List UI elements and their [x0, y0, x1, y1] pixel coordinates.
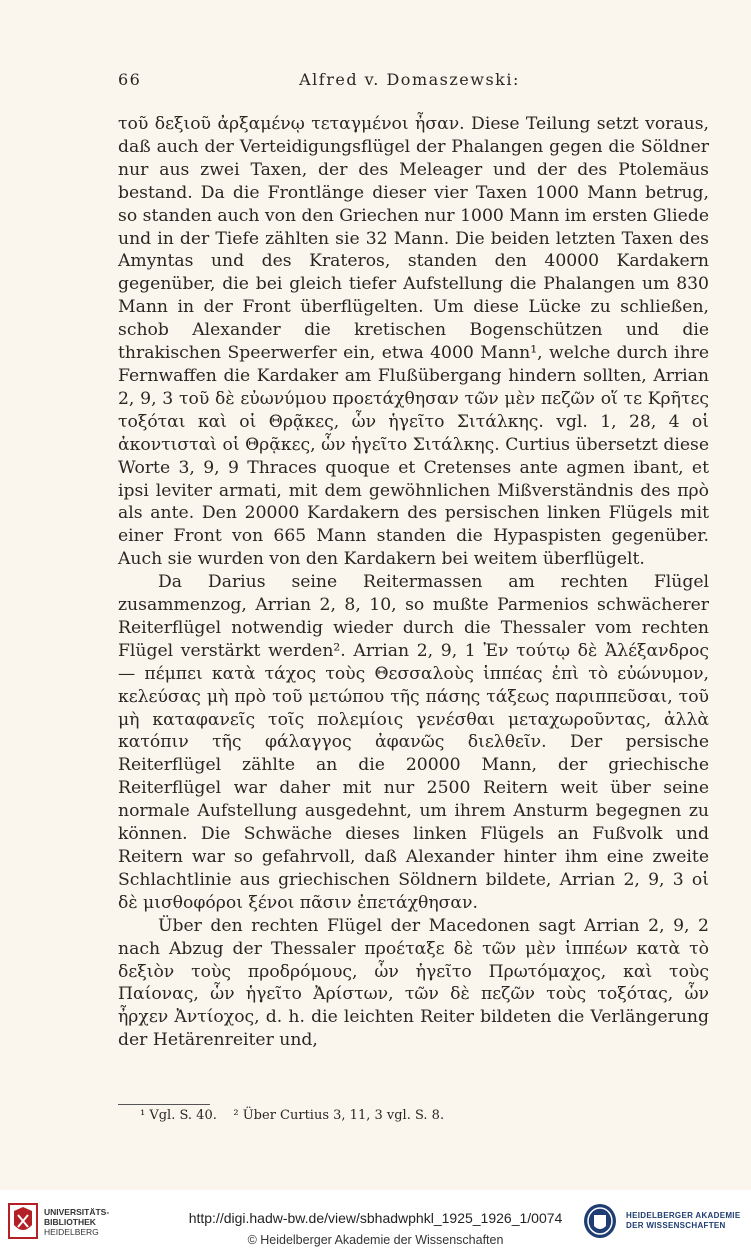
running-title: Alfred v. Domaszewski: — [299, 70, 520, 89]
page-number: 66 — [118, 70, 142, 89]
paragraph-1: τοῦ δεξιοῦ ἀρξαμένῳ τεταγμένοι ἦσαν. Diese Teilung setzt voraus, daß auch der Verteidigungsflügel der Phalangen gegen die Söldner nur aus zwei Taxen, der des Meleager und der des Ptolemäus bestand. Da die Frontlänge dieser vier Taxen 1000 Mann betrug, so standen auch von den Griechen nur 1000 Mann im ersten Gliede und in der Tiefe zählten sie 32 Mann. Die beiden letzten Taxen des Amyntas und des Krateros, standen den 40000 Kardakern gegenüber, die bei gleich tiefer Aufstellung die Phalangen um 830 Mann in der Front überflügelten. Um diese Lücke zu schließen, schob Alexander die kretischen Bogenschützen und die thrakischen Speerwerfer ein, etwa 4000 Mann¹, welche durch ihre Fernwaffen die Kardaker am Flußübergang hindern sollten, Arrian 2, 9, 3 τοῦ δὲ εὐωνύμου προετάχθησαν τῶν μὲν πεζῶν οἵ τε Κρῆτες τοξόται καὶ οἱ Θρᾷκες, ὧν ἡγεῖτο Σιτάλκης. vgl. 1, 28, 4 οἱ ἀκοντισταὶ οἱ Θρᾷκες, ὧν ἡγεῖτο Σιτάλκης. Curtius übersetzt diese Worte 3, 9, 9 Thraces quoque et Cretenses ante agmen ibant, et ipsi leviter armati, mit dem gewöhnlichen Mißverständnis des πρὸ als ante. Den 20000 Kardakern des persischen linken Flügels mit einer Front von 665 Mann standen die Hypaspisten gegenüber. Auch sie wurden von den Kardakern bei weitem überflügelt. — [118, 114, 709, 570]
footnote-rule — [118, 1104, 210, 1105]
permalink-url[interactable]: http://digi.hadw-bw.de/view/sbhadwphkl_1925_1926_1/0074 — [188, 1210, 563, 1226]
academy-seal-icon — [582, 1202, 618, 1240]
academy-label: HEIDELBERGER AKADEMIE DER WISSENSCHAFTEN — [626, 1211, 741, 1230]
university-library-label: UNIVERSITÄTS- BIBLIOTHEK HEIDELBERG — [44, 1207, 110, 1237]
footnotes: ¹ Vgl. S. 40. ² Über Curtius 3, 11, 3 vgl. S. 8. — [140, 1108, 445, 1123]
copyright-notice: © Heidelberger Akademie der Wissenschaften — [247, 1233, 504, 1247]
paragraph-2: Da Darius seine Reitermassen am rechten Flügel zusammenzog, Arrian 2, 8, 10, so mußte Parmenios schwächerer Reiterflügel notwendig wieder durch die Thessaler vom rechten Flügel verstärkt werden². Arrian 2, 9, 1 Ἐν τούτῳ δὲ Ἀλέξανδρος — πέμπει κατὰ τάχος τοὺς Θεσσαλοὺς ἱππέας ἐπὶ τὸ εὐώνυμον, κελεύσας μὴ πρὸ τοῦ μετώπου τῆς πάσης τάξεως παριππεῦσαι, τοῦ μὴ καταφανεῖς τοῖς πολεμίοις γενέσθαι μεταχωροῦντας, ἀλλὰ κατόπιν τῆς φάλαγγος ἀφανῶς διελθεῖν. Der persische Reiterflügel zählte an die 20000 Mann, der griechische Reiterflügel war daher mit nur 2500 Reitern weit über seine normale Aufstellung ausgedehnt, um ihrem Ansturm begegnen zu können. Die Schwäche dieses linken Flügels an Fußvolk und Reitern war so gefahrvoll, daß Alexander hinter ihm eine zweite Schlachtlinie aus griechischen Söldnern bildete, Arrian 2, 9, 3 οἱ δὲ μισθοφόροι ξένοι πᾶσιν ἐπετάχθησαν. — [118, 572, 709, 913]
viewer-footer — [0, 1190, 751, 1254]
paragraph-3: Über den rechten Flügel der Macedonen sagt Arrian 2, 9, 2 nach Abzug der Thessaler προέταξε δὲ τῶν μὲν ἱππέων κατὰ τὸ δεξιὸν τοὺς προδρόμους, ὧν ἡγεῖτο Πρωτόμαχος, καὶ τοὺς Παίονας, ὧν ἡγεῖτο Ἀρίστων, τῶν δὲ πεζῶν τοὺς τοξότας, ὧν ἦρχεν Ἀντίοχος, d. h. die leichten Reiter bildeten die Verlängerung der Hetärenreiter und, — [118, 915, 709, 1051]
page-header — [118, 70, 701, 94]
body-text — [118, 113, 709, 1052]
